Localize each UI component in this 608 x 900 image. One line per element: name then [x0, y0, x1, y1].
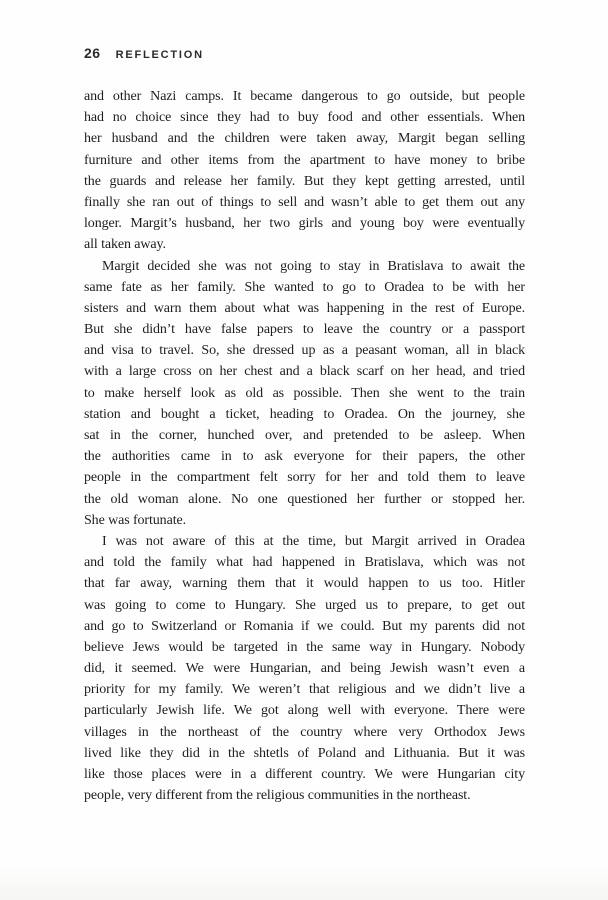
text-line: and told the family what had happened in Bratislava, which was not [84, 555, 525, 571]
text-line: sat in the corner, hunched over, and pretended to be asleep. When [84, 428, 525, 443]
text-line: the old woman alone. No one questioned her further or stopped her. [84, 491, 525, 507]
text-line: sisters and warn them about what was happening in the rest of Europe. [84, 300, 525, 316]
running-header [84, 45, 204, 61]
text-line: was going to come to Hungary. She urged us to prepare, to get out [84, 597, 525, 613]
text-line: But she didn’t have false papers to leave the country or a passport [84, 322, 525, 338]
running-head-title: REFLECTION [115, 49, 204, 61]
text-line: believe Jews would be targeted in the same way in Hungary. Nobody [84, 639, 525, 655]
page-number: 26 [84, 45, 101, 61]
text-line: villages in the northeast of the country where very Orthodox Jews [84, 724, 525, 740]
text-line: longer. Margit’s husband, her two girls and young boy were eventually [84, 216, 525, 232]
text-line: and other Nazi camps. It became dangerous to go outside, but people [84, 89, 525, 104]
text-line: and visa to travel. So, she dressed up as a peasant woman, all in black [84, 343, 525, 359]
body-text [84, 86, 525, 806]
paragraph [84, 256, 525, 531]
text-line: the guards and release her family. But they kept getting arrested, until [84, 173, 525, 189]
text-line: particularly Jewish life. We got along well with everyone. There were [84, 703, 525, 719]
text-line: priority for my family. We weren’t that religious and we didn’t live a [84, 682, 525, 698]
text-line: furniture and other items from the apartment to have money to bribe [84, 152, 525, 168]
text-line: station and bought a ticket, heading to Oradea. On the journey, she [84, 406, 525, 422]
text-line: Margit decided she was not going to stay in Bratislava to await the [102, 258, 525, 274]
text-line: She was fortunate. [84, 512, 187, 528]
text-line: her husband and the children were taken away, Margit began selling [84, 131, 525, 147]
text-line: people, very different from the religious communities in the northeast. [84, 788, 471, 804]
text-line: lived like they did in the shtetls of Poland and Lithuania. But it was [84, 745, 525, 761]
text-line: had no choice since they had to buy food and other essentials. When [84, 110, 525, 126]
text-line: same fate as her family. She wanted to go to Oradea to be with her [84, 279, 525, 295]
text-line: all taken away. [84, 237, 166, 253]
text-line: like those places were in a different country. We were Hungarian city [84, 767, 525, 782]
text-line: did, it seemed. We were Hungarian, and being Jewish wasn’t even a [84, 661, 525, 677]
text-line: with a large cross on her chest and a black scarf on her head, and tried [84, 364, 525, 380]
paragraph [84, 531, 525, 806]
text-line: that far away, warning them that it would happen to us too. Hitler [84, 576, 525, 592]
text-line: finally she ran out of things to sell and wasn’t able to get them out any [84, 194, 525, 210]
text-line: the authorities came in to ask everyone for their papers, the other [84, 449, 525, 465]
text-line: to make herself look as old as possible. Then she went to the train [84, 385, 525, 401]
paragraph [84, 86, 525, 256]
text-line: and go to Switzerland or Romania if we could. But my parents did not [84, 618, 525, 634]
text-line: people in the compartment felt sorry for her and told them to leave [84, 470, 525, 486]
text-line: I was not aware of this at the time, but Margit arrived in Oradea [102, 533, 525, 549]
